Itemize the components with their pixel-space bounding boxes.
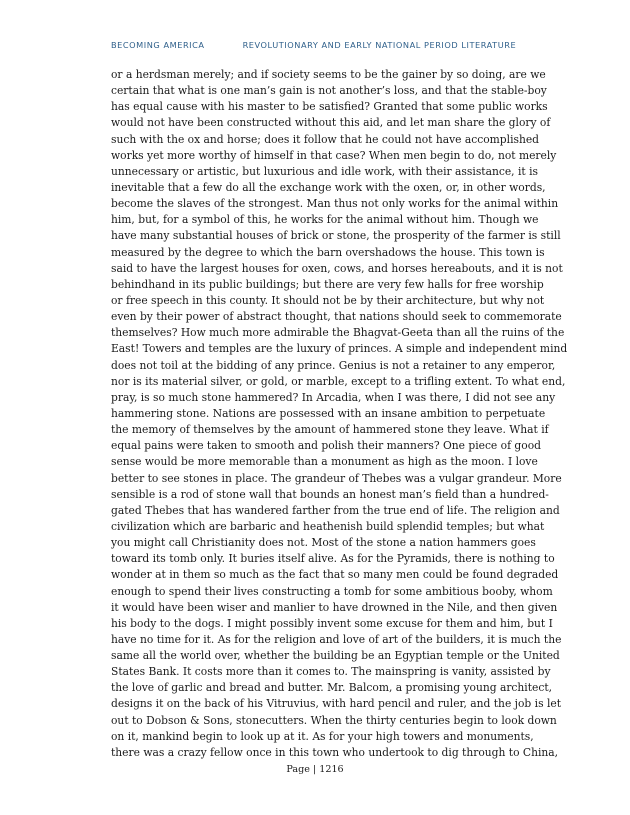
text-line: on it, mankind begin to look up at it. As for your high towers and monuments, <box>111 729 534 743</box>
text-line: it would have been wiser and manlier to have drowned in the Nile, and then given <box>111 600 558 614</box>
text-line: you might call Christianity does not. Most of the stone a nation hammers goes <box>111 536 536 550</box>
text-line: him, but, for a symbol of this, he works for the animal without him. Though we <box>111 213 539 227</box>
text-line: have no time for it. As for the religion and love of art of the builders, it is much the <box>111 632 562 646</box>
text-line: or free speech in this county. It should not be by their architecture, but why not <box>111 293 545 307</box>
text-line: or a herdsman merely; and if society seems to be the gainer by so doing, are we <box>111 68 546 81</box>
text-line: such with the ox and horse; does it follow that he could not have accomplished <box>111 132 540 146</box>
text-line: even by their power of abstract thought, that nations should seek to commemorate <box>111 310 562 324</box>
text-line: does not toil at the bidding of any prince. Genius is not a retainer to any emperor, <box>111 358 556 372</box>
text-line: out to Dobson & Sons, stonecutters. When the thirty centuries begin to look down <box>111 713 557 727</box>
text-line: would not have been constructed without this aid, and let man share the glory of <box>111 116 551 130</box>
text-line: has equal cause with his master to be satisfied? Granted that some public works <box>111 100 548 114</box>
text-line: designs it on the back of his Vitruvius, with hard pencil and ruler, and the job is let <box>111 697 561 711</box>
text-line: sense would be more memorable than a monument as high as the moon. I love <box>111 455 538 469</box>
text-line: the memory of themselves by the amount of hammered stone they leave. What if <box>111 423 549 437</box>
body-text <box>111 67 568 761</box>
page-number: Page | 1216 <box>286 764 344 775</box>
text-line: said to have the largest houses for oxen, cows, and horses hereabouts, and it is not <box>111 261 563 275</box>
running-header <box>111 40 516 50</box>
text-line: there was a crazy fellow once in this town who undertook to dig through to China, <box>111 745 559 759</box>
text-line: nor is its material silver, or gold, or marble, except to a trifling extent. To what end, <box>111 374 566 388</box>
text-line: toward its tomb only. It buries itself alive. As for the Pyramids, there is nothing to <box>111 552 555 566</box>
text-line: pray, is so much stone hammered? In Arcadia, when I was there, I did not see any <box>111 390 556 404</box>
text-line: East! Towers and temples are the luxury of princes. A simple and independent mind <box>111 342 568 356</box>
header-section-title: REVOLUTIONARY AND EARLY NATIONAL PERIOD LITERATURE <box>242 40 517 50</box>
text-line: gated Thebes that has wandered farther from the true end of life. The religion and <box>111 503 560 517</box>
text-line: unnecessary or artistic, but luxurious and idle work, with their assistance, it is <box>111 164 538 178</box>
header-book-title: BECOMING AMERICA <box>111 40 205 50</box>
text-line: States Bank. It costs more than it comes to. The mainspring is vanity, assisted by <box>111 665 551 679</box>
text-line: equal pains were taken to smooth and polish their manners? One piece of good <box>111 439 541 453</box>
text-line: enough to spend their lives constructing a tomb for some ambitious booby, whom <box>111 584 553 598</box>
text-line: certain that what is one man’s gain is not another’s loss, and that the stable-boy <box>111 84 547 98</box>
text-line: works yet more worthy of himself in that case? When men begin to do, not merely <box>111 148 557 162</box>
text-line: inevitable that a few do all the exchange work with the oxen, or, in other words, <box>111 180 546 194</box>
text-line: same all the world over, whether the building be an Egyptian temple or the United <box>111 649 560 663</box>
text-line: his body to the dogs. I might possibly invent some excuse for them and him, but I <box>111 616 553 630</box>
text-line: better to see stones in place. The grandeur of Thebes was a vulgar grandeur. More <box>111 471 562 485</box>
text-line: themselves? How much more admirable the Bhagvat-Geeta than all the ruins of the <box>111 326 565 340</box>
text-line: become the slaves of the strongest. Man thus not only works for the animal within <box>111 197 559 211</box>
text-line: measured by the degree to which the barn overshadows the house. This town is <box>111 245 545 259</box>
text-line: behindhand in its public buildings; but there are very few halls for free worship <box>111 277 544 291</box>
text-line: the love of garlic and bread and butter. Mr. Balcom, a promising young architect, <box>111 681 553 695</box>
text-line: sensible is a rod of stone wall that bounds an honest man’s field than a hundred- <box>111 487 549 501</box>
text-line: civilization which are barbaric and heathenish build splendid temples; but what <box>111 519 545 533</box>
text-line: have many substantial houses of brick or stone, the prosperity of the farmer is still <box>111 229 561 243</box>
text-line: wonder at in them so much as the fact that so many men could be found degraded <box>111 568 559 582</box>
text-line: hammering stone. Nations are possessed with an insane ambition to perpetuate <box>111 406 546 420</box>
